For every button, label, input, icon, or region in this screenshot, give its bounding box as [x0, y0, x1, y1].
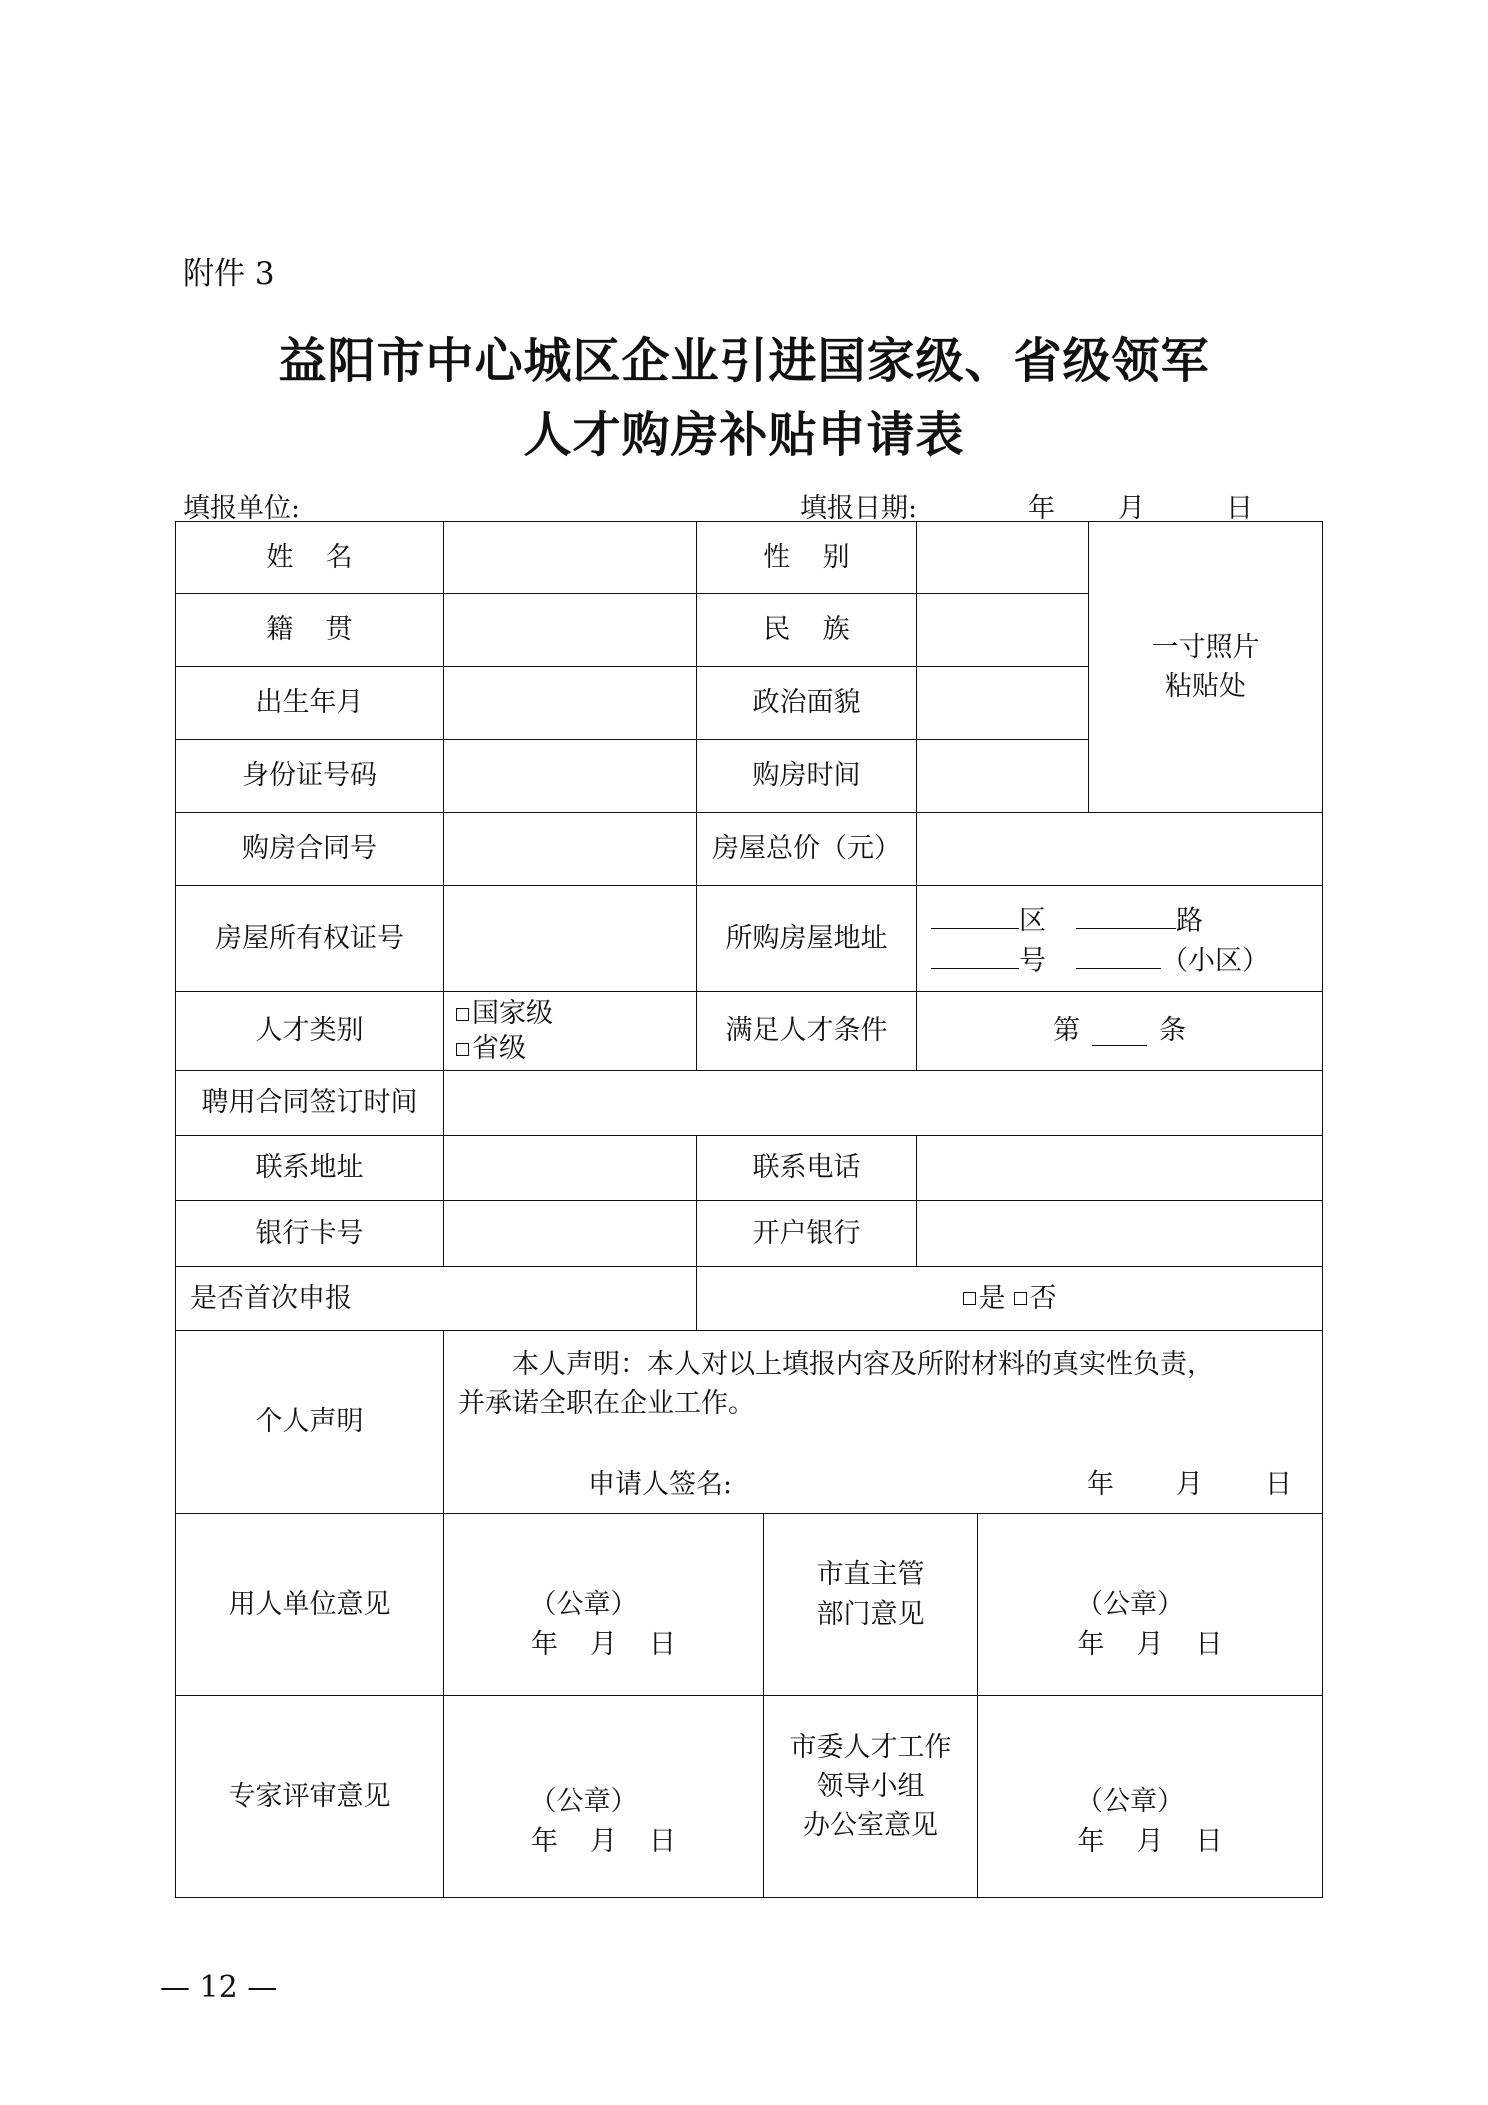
label-native-place: 籍贯 — [175, 593, 444, 667]
input-bank[interactable] — [916, 1200, 1323, 1267]
input-contact-address[interactable] — [443, 1135, 697, 1201]
page-title-line1: 益阳市中心城区企业引进国家级、省级领军 — [278, 333, 1210, 389]
number-label: 号 — [1019, 945, 1046, 977]
fill-date-year: 年 — [1028, 493, 1055, 524]
label-talent-office-opinion: 市委人才工作 领导小组 办公室意见 — [763, 1695, 978, 1898]
input-phone[interactable] — [916, 1135, 1323, 1201]
input-ownership-cert[interactable] — [443, 885, 697, 992]
label-contact-address: 联系地址 — [175, 1135, 444, 1201]
label-employer-opinion: 用人单位意见 — [175, 1513, 444, 1696]
employer-opinion-area[interactable]: （公章） 年 月 日 — [443, 1513, 764, 1696]
label-purchase-time: 购房时间 — [696, 739, 917, 813]
input-native-place[interactable] — [443, 593, 697, 667]
checkbox-yes[interactable] — [963, 1292, 976, 1305]
declaration-text: 本人声明：本人对以上填报内容及所附材料的真实性负责， 并承诺全职在企业工作。 申请人签名: 年 月 日 — [443, 1330, 1323, 1514]
signature-date: 年 月 日 — [1087, 1469, 1292, 1501]
fill-date-label: 填报日期: — [800, 493, 918, 524]
input-birth[interactable] — [443, 666, 697, 740]
label-birth: 出生年月 — [175, 666, 444, 740]
label-talent-type: 人才类别 — [175, 991, 444, 1071]
label-expert-opinion: 专家评审意见 — [175, 1695, 444, 1898]
option-national[interactable]: 国家级 — [456, 996, 553, 1031]
input-name[interactable] — [443, 521, 697, 594]
road-label: 路 — [1176, 905, 1203, 937]
label-employment-date: 聘用合同签订时间 — [175, 1070, 444, 1136]
label-name: 姓名 — [175, 521, 444, 594]
fill-date-month: 月 — [1118, 493, 1145, 524]
label-contract-no: 购房合同号 — [175, 812, 444, 886]
label-first-apply: 是否首次申报 — [175, 1266, 697, 1331]
first-apply-options: 是 否 — [696, 1266, 1323, 1331]
input-id-number[interactable] — [443, 739, 697, 813]
option-provincial[interactable]: 省级 — [456, 1031, 526, 1066]
signature-label: 申请人签名: — [588, 1469, 733, 1501]
input-conditions[interactable]: 第 条 — [916, 991, 1323, 1071]
label-address: 所购房屋地址 — [696, 885, 917, 992]
checkbox-no[interactable] — [1014, 1292, 1027, 1305]
dept-opinion-area[interactable]: （公章） 年 月 日 — [977, 1513, 1323, 1696]
fill-unit-label: 填报单位: — [183, 493, 301, 524]
label-bank: 开户银行 — [696, 1200, 917, 1267]
label-declaration: 个人声明 — [175, 1330, 444, 1514]
fill-date-day: 日 — [1226, 493, 1253, 524]
input-bank-card[interactable] — [443, 1200, 697, 1267]
attachment-label: 附件 3 — [183, 256, 275, 292]
label-ownership-cert: 房屋所有权证号 — [175, 885, 444, 992]
photo-area[interactable]: 一寸照片 粘贴处 — [1088, 521, 1323, 813]
input-purchase-time[interactable] — [916, 739, 1089, 813]
input-ethnicity[interactable] — [916, 593, 1089, 667]
label-total-price: 房屋总价（元） — [696, 812, 917, 886]
page-title-line2: 人才购房补贴申请表 — [523, 407, 965, 463]
input-employment-date[interactable] — [443, 1070, 1323, 1136]
input-political[interactable] — [916, 666, 1089, 740]
checkbox-icon[interactable] — [456, 1008, 469, 1021]
label-phone: 联系电话 — [696, 1135, 917, 1201]
checkbox-icon[interactable] — [456, 1043, 469, 1056]
label-bank-card: 银行卡号 — [175, 1200, 444, 1267]
label-political: 政治面貌 — [696, 666, 917, 740]
input-address[interactable] — [916, 885, 1323, 992]
district-label: 区 — [1019, 905, 1046, 937]
label-gender: 性别 — [696, 521, 917, 594]
label-conditions: 满足人才条件 — [696, 991, 917, 1071]
input-total-price[interactable] — [916, 812, 1323, 886]
input-contract-no[interactable] — [443, 812, 697, 886]
community-label: （小区） — [1161, 945, 1269, 977]
talent-office-opinion-area[interactable]: （公章） 年 月 日 — [977, 1695, 1323, 1898]
label-dept-opinion: 市直主管 部门意见 — [763, 1513, 978, 1696]
talent-type-options — [443, 991, 697, 1071]
page-number: — 12 — — [160, 1970, 278, 2005]
input-gender[interactable] — [916, 521, 1089, 594]
label-ethnicity: 民族 — [696, 593, 917, 667]
expert-opinion-area[interactable]: （公章） 年 月 日 — [443, 1695, 764, 1898]
label-id-number: 身份证号码 — [175, 739, 444, 813]
